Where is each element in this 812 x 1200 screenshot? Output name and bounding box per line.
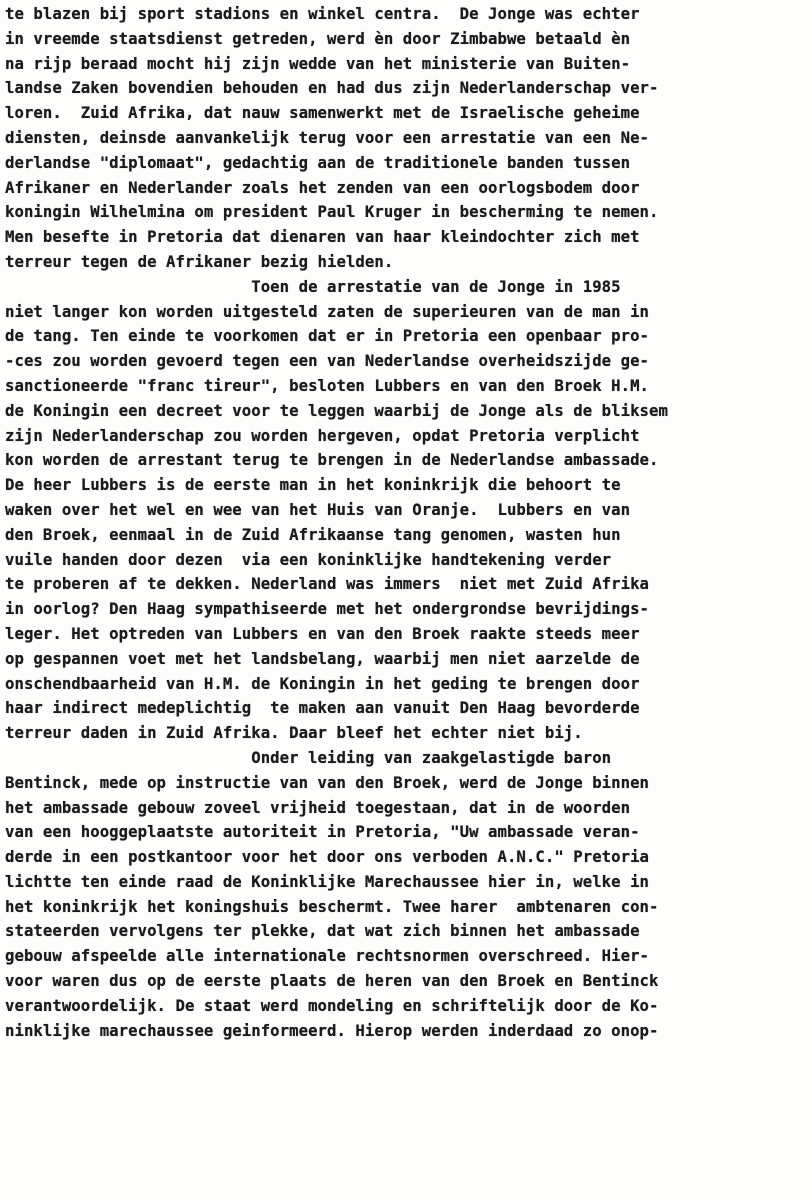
text-line: lichtte ten einde raad de Koninklijke Marechaussee hier in, welke in <box>5 871 650 891</box>
typewritten-text-block <box>5 2 811 1043</box>
text-line: leger. Het optreden van Lubbers en van den Broek raakte steeds meer <box>5 623 640 643</box>
text-line: loren. Zuid Afrika, dat nauw samenwerkt met de Israelische geheime <box>5 103 640 123</box>
text-line: terreur tegen de Afrikaner bezig hielden. <box>5 251 394 271</box>
text-line: ninklijke marechaussee geinformeerd. Hierop werden inderdaad zo onop- <box>5 1020 659 1040</box>
text-line: terreur daden in Zuid Afrika. Daar bleef het echter niet bij. <box>5 723 583 743</box>
text-line: op gespannen voet met het landsbelang, waarbij men niet aarzelde de <box>5 648 640 668</box>
text-line: haar indirect medeplichtig te maken aan vanuit Den Haag bevorderde <box>5 698 640 718</box>
text-line: De heer Lubbers is de eerste man in het koninkrijk die behoort te <box>5 475 621 495</box>
text-line: derlandse "diplomaat", gedachtig aan de traditionele banden tussen <box>5 152 631 172</box>
text-line: in oorlog? Den Haag sympathiseerde met het ondergrondse bevrijdings- <box>5 599 650 619</box>
text-line: het koninkrijk het koningshuis beschermt. Twee harer ambtenaren con- <box>5 896 659 916</box>
text-line: Afrikaner en Nederlander zoals het zenden van een oorlogsbodem door <box>5 177 640 197</box>
text-line: na rijp beraad mocht hij zijn wedde van het ministerie van Buiten- <box>5 53 631 73</box>
text-line: Bentinck, mede op instructie van van den Broek, werd de Jonge binnen <box>5 772 650 792</box>
text-line: sanctioneerde "franc tireur", besloten Lubbers en van den Broek H.M. <box>5 375 650 395</box>
text-line: de Koningin een decreet voor te leggen waarbij de Jonge als de bliksem <box>5 400 668 420</box>
text-line: kon worden de arrestant terug te brengen in de Nederlandse ambassade. <box>5 450 659 470</box>
text-line: landse Zaken bovendien behouden en had dus zijn Nederlanderschap ver- <box>5 78 659 98</box>
text-line: den Broek, eenmaal in de Zuid Afrikaanse tang genomen, wasten hun <box>5 524 621 544</box>
text-line: in vreemde staatsdienst getreden, werd èn door Zimbabwe betaald èn <box>5 28 631 48</box>
text-line: onschendbaarheid van H.M. de Koningin in het geding te brengen door <box>5 673 640 693</box>
text-line: voor waren dus op de eerste plaats de heren van den Broek en Bentinck <box>5 971 659 991</box>
text-line: van een hooggeplaatste autoriteit in Pretoria, "Uw ambassade veran- <box>5 822 640 842</box>
text-line: stateerden vervolgens ter plekke, dat wat zich binnen het ambassade <box>5 921 640 941</box>
text-line: koningin Wilhelmina om president Paul Kruger in bescherming te nemen. <box>5 202 659 222</box>
text-line: waken over het wel en wee van het Huis van Oranje. Lubbers en van <box>5 499 631 519</box>
text-line: Toen de arrestatie van de Jonge in 1985 <box>5 276 621 296</box>
text-line: te proberen af te dekken. Nederland was immers niet met Zuid Afrika <box>5 574 650 594</box>
text-line: het ambassade gebouw zoveel vrijheid toegestaan, dat in de woorden <box>5 797 631 817</box>
text-line: diensten, deinsde aanvankelijk terug voor een arrestatie van een Ne- <box>5 127 650 147</box>
text-line: niet langer kon worden uitgesteld zaten de superieuren van de man in <box>5 301 650 321</box>
text-line: vuile handen door dezen via een koninklijke handtekening verder <box>5 549 612 569</box>
text-line: gebouw afspeelde alle internationale rechtsnormen overschreed. Hier- <box>5 946 650 966</box>
text-line: de tang. Ten einde te voorkomen dat er in Pretoria een openbaar pro- <box>5 326 650 346</box>
text-line: Onder leiding van zaakgelastigde baron <box>5 747 612 767</box>
text-line: derde in een postkantoor voor het door ons verboden A.N.C." Pretoria <box>5 847 650 867</box>
text-line: -ces zou worden gevoerd tegen een van Nederlandse overheidszijde ge- <box>5 351 650 371</box>
text-line: verantwoordelijk. De staat werd mondeling en schriftelijk door de Ko- <box>5 995 659 1015</box>
text-line: te blazen bij sport stadions en winkel centra. De Jonge was echter <box>5 4 640 23</box>
text-line: zijn Nederlanderschap zou worden hergeven, opdat Pretoria verplicht <box>5 425 640 445</box>
text-line: Men besefte in Pretoria dat dienaren van haar kleindochter zich met <box>5 227 640 247</box>
